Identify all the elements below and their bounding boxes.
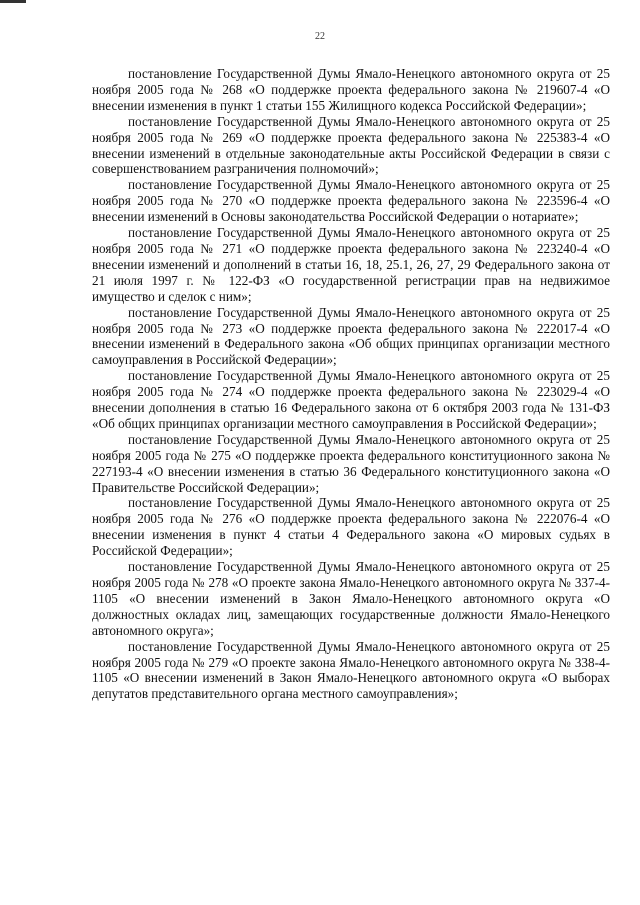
- paragraph-resolution-273: постановление Государственной Думы Ямало-Ненецкого автономного округа от 25 ноября 2005 года № 273 «О поддержке проекта федерального закона № 222017-4 «О внесении изменений в Федерального закона «Об общих принципах организации местного самоуправления в Российской Федерации»;: [92, 304, 610, 368]
- scan-corner-mark: [0, 0, 26, 3]
- paragraph-resolution-270: постановление Государственной Думы Ямало-Ненецкого автономного округа от 25 ноября 2005 года № 270 «О поддержке проекта федерального закона № 223596-4 «О внесении изменений в Основы законодательства Российской Федерации о нотариате»;: [92, 177, 610, 225]
- paragraph-resolution-275: постановление Государственной Думы Ямало-Ненецкого автономного округа от 25 ноября 2005 года № 275 «О поддержке проекта федерального конституционного закона № 227193-4 «О внесении изменения в статью 36 Федерального конституционного закона «О Правительстве Российской Федерации»;: [92, 431, 610, 495]
- paragraph-resolution-276: постановление Государственной Думы Ямало-Ненецкого автономного округа от 25 ноября 2005 года № 276 «О поддержке проекта федерального закона № 222076-4 «О внесении изменения в пункт 4 статьи 4 Федерального закона «О мировых судьях в Российской Федерации»;: [92, 495, 610, 559]
- page-number: 22: [315, 31, 325, 42]
- paragraph-resolution-278: постановление Государственной Думы Ямало-Ненецкого автономного округа от 25 ноября 2005 года № 278 «О проекте закона Ямало-Ненецкого автономного округа № 337-4-1105 «О внесении изменений в Закон Ямало-Ненецкого автономного округа «О должностных окладах лиц, замещающих государственные должности Ямало-Ненецкого автономного округа»;: [92, 559, 610, 638]
- paragraph-resolution-279: постановление Государственной Думы Ямало-Ненецкого автономного округа от 25 ноября 2005 года № 279 «О проекте закона Ямало-Ненецкого автономного округа № 338-4-1105 «О внесении изменений в Закон Ямало-Ненецкого автономного округа «О выборах депутатов представительного органа местного самоуправления»;: [92, 638, 610, 702]
- document-body: [92, 66, 610, 702]
- paragraph-resolution-271: постановление Государственной Думы Ямало-Ненецкого автономного округа от 25 ноября 2005 года № 271 «О поддержке проекта федерального закона № 223240-4 «О внесении изменений и дополнений в статьи 16, 18, 25.1, 26, 27, 29 Федерального закона от 21 июля 1997 г. № 122-ФЗ «О государственной регистрации прав на недвижимое имущество и сделок с ним»;: [92, 225, 610, 304]
- paragraph-resolution-269: постановление Государственной Думы Ямало-Ненецкого автономного округа от 25 ноября 2005 года № 269 «О поддержке проекта федерального закона № 225383-4 «О внесении изменений в отдельные законодательные акты Российской Федерации в связи с совершенствованием разграничения полномочий»;: [92, 113, 610, 177]
- paragraph-resolution-268: постановление Государственной Думы Ямало-Ненецкого автономного округа от 25 ноября 2005 года № 268 «О поддержке проекта федерального закона № 219607-4 «О внесении изменения в пункт 1 статьи 155 Жилищного кодекса Российской Федерации»;: [92, 66, 610, 113]
- paragraph-resolution-274: постановление Государственной Думы Ямало-Ненецкого автономного округа от 25 ноября 2005 года № 274 «О поддержке проекта федерального закона № 223029-4 «О внесении дополнения в статью 16 Федерального закона от 6 октября 2003 года № 131-ФЗ «Об общих принципах организации местного самоуправления в Российской Федерации»;: [92, 368, 610, 431]
